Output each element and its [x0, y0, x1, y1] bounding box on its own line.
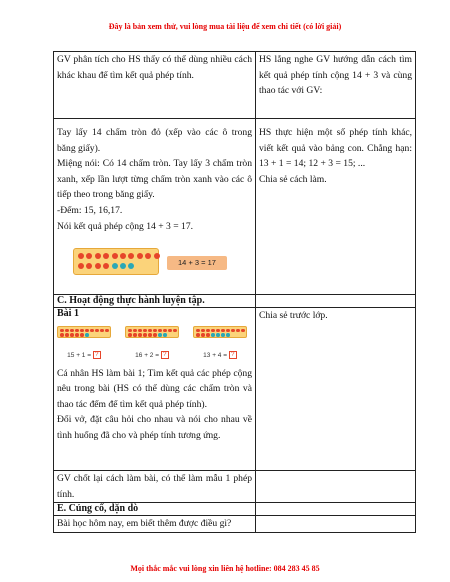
teacher-text: GV chốt lại cách làm bài, có thể làm mẫu 1 phép tính. [57, 473, 252, 500]
teacher-cell [54, 52, 256, 119]
teacher-text: Miệng nói: Có 14 chấm tròn. Tay lấy 3 chấm tròn xanh, xếp lần lượt từng chấm tròn xanh vào các ô tiếp theo trong băng giấy. [57, 158, 252, 201]
equation-label: 14 + 3 = 17 [167, 256, 227, 270]
teacher-text: Tay lấy 14 chấm tròn đỏ (xếp vào các ô trong băng giấy). [57, 127, 252, 154]
section-row [54, 295, 416, 308]
counter-illustration [57, 240, 252, 280]
teacher-cell [54, 119, 256, 295]
teacher-text: Cá nhân HS làm bài 1; Tìm kết quả các phép cộng nêu trong bài (HS có thể dùng các chấm tròn và thao tác đếm để tìm kết quả phép tính). [57, 367, 252, 410]
student-cell [256, 52, 416, 119]
teacher-text: -Đếm: 15, 16,17. [57, 204, 123, 216]
exercise-equation: 16 + 2 = [135, 352, 160, 359]
section-heading: C. Hoạt động thực hành luyện tập. [54, 295, 256, 308]
counter-tray [73, 248, 159, 275]
exercise-title: Bài 1 [57, 308, 79, 319]
student-text: HS thực hiện một số phép tính khác, viết kết quả vào bảng con. Chẳng hạn: 13 + 1 = 14; 12 + 3 = 15; ... [259, 127, 412, 170]
exercise-item [125, 326, 179, 364]
exercise-equation: 15 + 1 = [67, 352, 92, 359]
teacher-cell [54, 471, 256, 503]
teacher-text: GV phân tích cho HS thấy có thể dùng nhiều cách khác khau để tìm kết quả phép tính. [57, 54, 252, 81]
hotline-banner: Mọi thắc mắc vui lòng xin liên hệ hotline: 084 283 45 85 [130, 564, 320, 573]
answer-box[interactable]: ? [161, 351, 169, 359]
exercise-item [193, 326, 247, 364]
section-row [54, 503, 416, 516]
teacher-cell [54, 308, 256, 471]
answer-box[interactable]: ? [93, 351, 101, 359]
student-cell [256, 308, 416, 471]
table-row [54, 119, 416, 295]
student-text: Chia sẻ trước lớp. [259, 310, 328, 321]
section-heading: E. Củng cố, dặn dò [54, 503, 256, 516]
teacher-text: Bài học hôm nay, em biết thêm được điều gì? [57, 518, 232, 530]
exercise-equation: 13 + 4 = [203, 352, 228, 359]
table-row [54, 471, 416, 503]
answer-box[interactable]: ? [229, 351, 237, 359]
student-text: Chia sẻ cách làm. [259, 173, 327, 185]
preview-banner: Đây là bản xem thử, vui lòng mua tài liệu để xem chi tiết (có lời giải) [108, 22, 342, 31]
teacher-text: Nói kết quả phép cộng 14 + 3 = 17. [57, 220, 194, 232]
teacher-cell [54, 516, 256, 533]
exercise-item [57, 326, 111, 364]
student-cell [256, 119, 416, 295]
lesson-table [53, 51, 416, 533]
table-row [54, 516, 416, 533]
table-row [54, 308, 416, 471]
teacher-text: Đổi vở, đặt câu hỏi cho nhau và nói cho nhau về tình huống đã cho và phép tính tương ứng. [57, 414, 252, 441]
student-text: HS lắng nghe GV hướng dẫn cách tìm kết quả phép tính cộng 14 + 3 và cùng thao tác với GV: [259, 54, 412, 97]
table-row [54, 52, 416, 119]
exercise-illustrations [57, 326, 252, 364]
